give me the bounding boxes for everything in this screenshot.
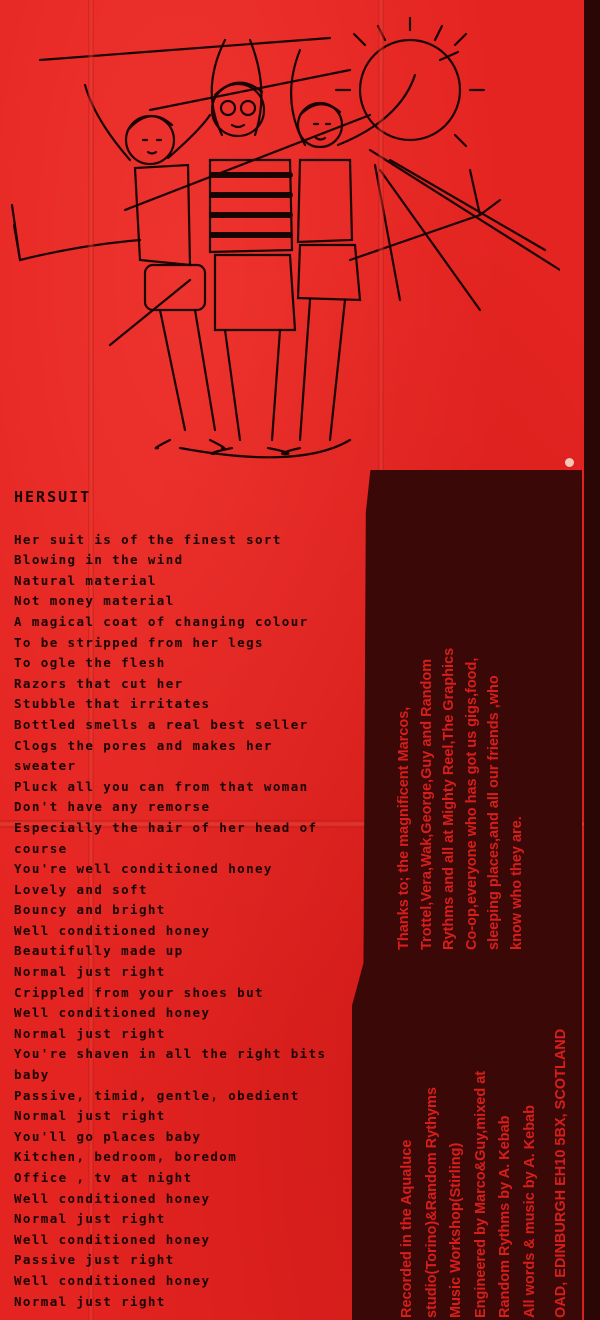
text-line: Lovely and soft [14, 881, 148, 897]
text-line: Well conditioned honey [14, 1231, 211, 1247]
text-line: You're well conditioned honey [14, 861, 273, 877]
text-line: Normal just right [14, 1293, 166, 1309]
text-line: Don't have any remorse [14, 799, 211, 815]
text-line: Passive, timid, gentle, obedient [14, 1087, 300, 1103]
text-line: Natural material [14, 572, 157, 588]
text-line: Kitchen, bedroom, boredom [14, 1149, 238, 1165]
recording-credits [395, 498, 542, 1318]
text-line: To be stripped from her legs [14, 634, 264, 650]
text-line: Normal just right [14, 1211, 166, 1227]
text-line: Co-op,everyone who has got us gigs,food, [463, 657, 480, 950]
text-line: Well conditioned honey [14, 922, 211, 938]
text-line: Music Workshop(Stirling) [448, 1142, 464, 1318]
text-line: Pluck all you can from that woman [14, 778, 309, 794]
text-line: sleeping places,and all our friends ,who [486, 675, 502, 950]
text-line: Her suit is of the finest sort [14, 531, 282, 547]
song-title: HERSUIT [14, 488, 92, 506]
song-lyrics [14, 487, 354, 1312]
text-line: Engineered by Marco&Guy,mixed at [472, 1070, 489, 1318]
text-line: Trottel,Vera,Wak,George,Guy and Random [418, 658, 435, 950]
text-line: Well conditioned honey [14, 1190, 211, 1206]
text-line: Random Rythms by A. Kebab [497, 1115, 513, 1318]
text-line: baby [14, 1067, 50, 1083]
text-line: Beautifully made up [14, 943, 184, 959]
text-line: sweater [14, 758, 77, 774]
text-line: studio(Torino)&Random Rythyms [423, 1087, 440, 1318]
text-line: All words & music by A. Kebab [521, 1105, 538, 1318]
hole-dot [565, 458, 574, 467]
text-line: Especially the hair of her head of [14, 819, 318, 835]
text-line: Passive just right [14, 1252, 175, 1268]
address-line: OAD, EDINBURGH EH10 5BX, SCOTLAND [553, 1028, 569, 1318]
text-line: course [14, 840, 68, 856]
text-line: Blowing in the wind [14, 552, 184, 568]
text-line: Crippled from your shoes but [14, 984, 264, 1000]
text-line: You'll go places baby [14, 1128, 202, 1144]
insert-edge [584, 0, 600, 1320]
text-line: Thanks to; the magnificent Marcos, [396, 706, 412, 950]
text-line: Well conditioned honey [14, 1005, 211, 1021]
text-line: Rythms and all at Mighty Reel,The Graphics [441, 647, 457, 950]
text-line: Well conditioned honey [14, 1272, 211, 1288]
text-line: Normal just right [14, 964, 166, 980]
text-line: know who they are. [508, 816, 525, 950]
text-line: Not money material [14, 593, 175, 609]
lyric-lines [14, 530, 354, 1313]
text-line: You're shaven in all the right bits [14, 1046, 327, 1062]
text-line: Recorded in the Aqualuce [399, 1139, 415, 1318]
text-line: Normal just right [14, 1108, 166, 1124]
text-line: Normal just right [14, 1025, 166, 1041]
text-line: Stubble that irritates [14, 696, 211, 712]
text-line: A magical coat of changing colour [14, 613, 309, 629]
text-line: Clogs the pores and makes her [14, 737, 273, 753]
text-line: Bottled smells a real best seller [14, 716, 309, 732]
text-line: Office , tv at night [14, 1170, 193, 1185]
text-line: Bouncy and bright [14, 902, 166, 918]
text-line: To ogle the flesh [14, 655, 166, 671]
text-line: Razors that cut her [14, 675, 184, 691]
